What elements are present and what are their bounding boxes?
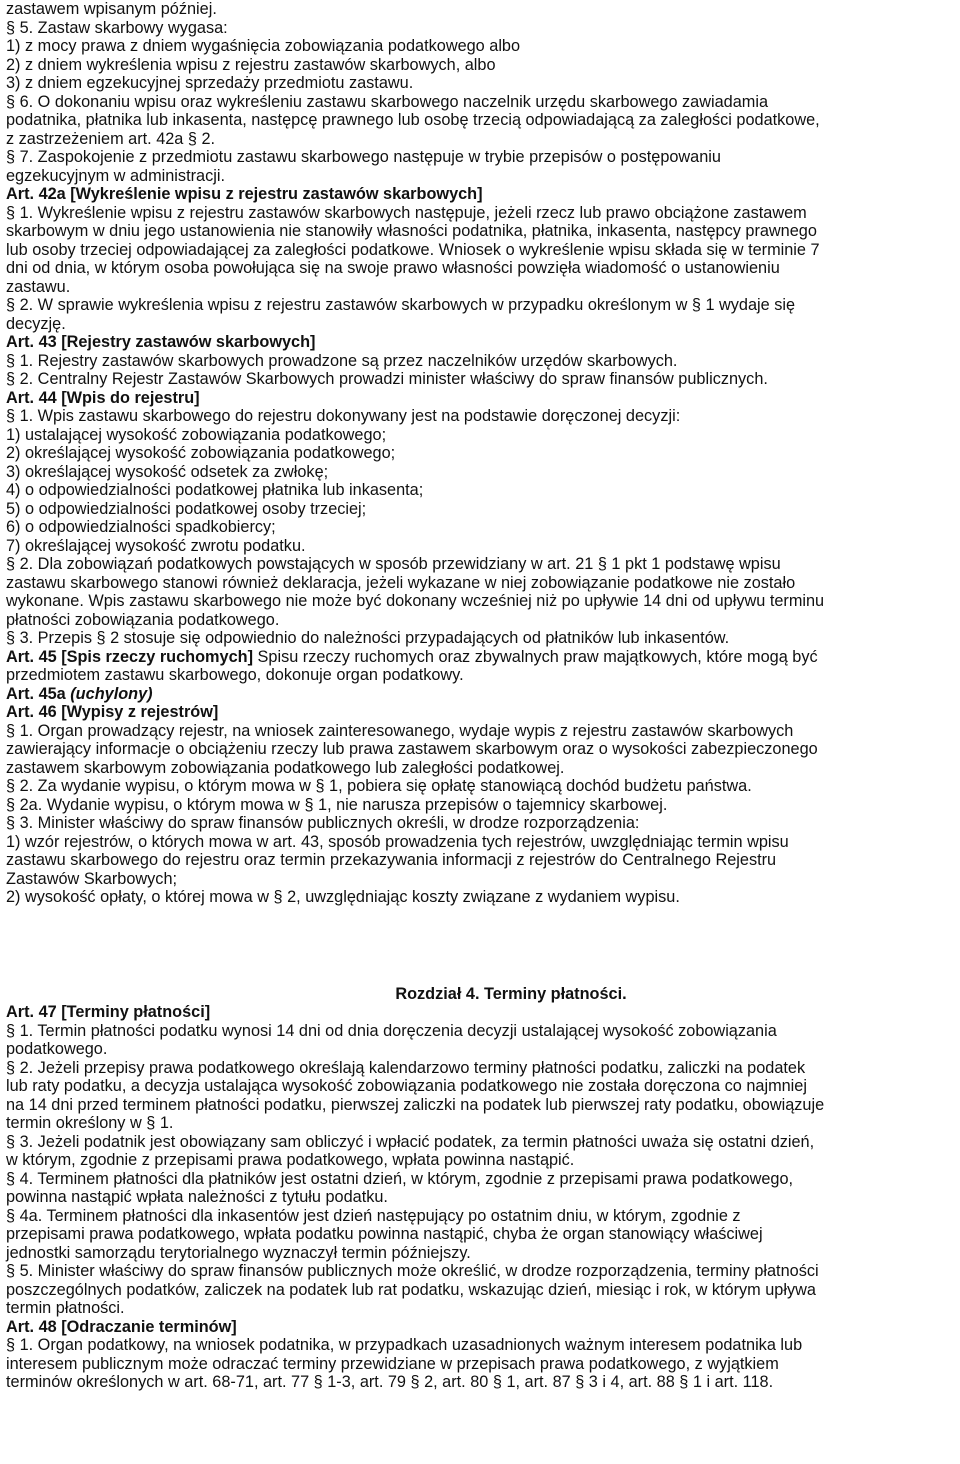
art45a-repealed-note: (uchylony)	[70, 684, 153, 703]
art43-body	[6, 352, 956, 389]
art42a-heading: Art. 42a [Wykreślenie wpisu z rejestru zastawów skarbowych]	[6, 185, 483, 203]
text-line: § 3. Jeżeli podatnik jest obowiązany sam obliczyć i wpłacić podatek, za termin płatności uważa się ostatni dzień,	[6, 1132, 815, 1151]
text-line: Zastawów Skarbowych;	[6, 869, 178, 888]
text-line: § 2. Centralny Rejestr Zastawów Skarbowych prowadzi minister właściwy do spraw finansów publicznych.	[6, 370, 768, 388]
text-line: 4) o odpowiedzialności podatkowej płatnika lub inkasenta;	[6, 481, 424, 499]
text-line: przepisami prawa podatkowego, wpłata podatku powinna nastąpić, chyba że organ stanowiący właściwej	[6, 1225, 763, 1243]
text-line: § 4a. Terminem płatności dla inkasentów jest dzień następujący po ostatnim dniu, w którym, zgodnie z	[6, 1206, 741, 1225]
text-line: terminów określonych w art. 68-71, art. 77 § 1-3, art. 79 § 2, art. 80 § 1, art. 87 § 3 i 4, art. 88 § 1 i art. 118.	[6, 1373, 774, 1391]
text-line: § 3. Minister właściwy do spraw finansów publicznych określi, w drodze rozporządzenia:	[6, 814, 640, 832]
text-line: § 2. Dla zobowiązań podatkowych powstających w sposób przewidziany w art. 21 § 1 pkt 1 podstawę wpisu	[6, 555, 781, 573]
art45-text-1: Spisu rzeczy ruchomych oraz zbywalnych praw majątkowych, które mogą być	[253, 647, 818, 666]
text-line: 2) wysokość opłaty, o której mowa w § 2, uwzględniając koszty związane z wydaniem wypisu.	[6, 888, 680, 906]
document-page	[6, 0, 956, 1392]
art48-body	[6, 1336, 956, 1392]
chapter-title: Rozdział 4. Terminy płatności.	[395, 984, 627, 1003]
text-line: § 1. Organ prowadzący rejestr, na wniosek zainteresowanego, wydaje wypis z rejestru zastawów skarbowych	[6, 721, 794, 740]
art45-paragraph	[6, 648, 956, 667]
art45-text-2: przedmiotem zastawu skarbowego, dokonuje organ podatkowy.	[6, 666, 464, 684]
text-line: wykonane. Wpis zastawu skarbowego nie może być dokonany wcześniej niż po upływie 14 dni od upływu terminu	[6, 592, 825, 610]
art44-heading: Art. 44 [Wpis do rejestru]	[6, 388, 200, 407]
art42-continuation	[6, 0, 956, 185]
art44-body	[6, 407, 956, 648]
text-line: 2) określającej wysokość zobowiązania podatkowego;	[6, 444, 396, 462]
text-line: termin płatności.	[6, 1299, 125, 1317]
art45a-heading: Art. 45a	[6, 684, 66, 703]
text-line: 5) o odpowiedzialności podatkowej osoby trzeciej;	[6, 499, 367, 518]
text-line: 3) z dniem egzekucyjnej sprzedaży przedmiotu zastawu.	[6, 74, 414, 92]
text-line: egzekucyjnym w administracji.	[6, 166, 225, 185]
text-line: 1) ustalającej wysokość zobowiązania podatkowego;	[6, 425, 387, 444]
art43-heading: Art. 43 [Rejestry zastawów skarbowych]	[6, 333, 316, 351]
text-line: § 1. Wpis zastawu skarbowego do rejestru dokonywany jest na podstawie doręczonej decyzji:	[6, 407, 681, 425]
text-line: termin określony w § 1.	[6, 1114, 174, 1132]
text-line: skarbowym w dniu jego ustanowienia nie stanowiły własności podatnika, płatnika, inkasenta, następcy prawnego	[6, 222, 817, 240]
text-line: zastawu skarbowego do rejestru oraz termin przekazywania informacji z rejestrów do Centralnego Rejestru	[6, 851, 777, 869]
text-line: § 1. Wykreślenie wpisu z rejestru zastawów skarbowych następuje, jeżeli rzecz lub prawo obciążone zastawem	[6, 203, 807, 222]
art47-body	[6, 1022, 956, 1318]
text-line: zastawem wpisanym później.	[6, 0, 217, 18]
text-line: § 1. Organ podatkowy, na wniosek podatnika, w przypadkach uzasadnionych ważnym interesem podatnika lub	[6, 1336, 803, 1354]
text-line: interesem publicznym może odraczać terminy przewidziane w przepisach prawa podatkowego, z wyjątkiem	[6, 1354, 779, 1373]
text-line: 1) z mocy prawa z dniem wygaśnięcia zobowiązania podatkowego albo	[6, 37, 521, 55]
text-line: § 5. Minister właściwy do spraw finansów publicznych może określić, w drodze rozporządzenia, terminy płatności	[6, 1262, 819, 1280]
art42a-body	[6, 204, 956, 334]
text-line: 1) wzór rejestrów, o których mowa w art. 43, sposób prowadzenia tych rejestrów, uwzględniając termin wpisu	[6, 832, 789, 851]
text-line: zastawem skarbowym zobowiązania podatkowego lub zaległości podatkowej.	[6, 758, 565, 777]
text-line: podatkowego.	[6, 1040, 108, 1058]
text-line: zastawu.	[6, 277, 71, 296]
art46-heading: Art. 46 [Wypisy z rejestrów]	[6, 703, 219, 721]
text-line: § 2. Za wydanie wypisu, o którym mowa w § 1, pobiera się opłatę stanowiącą dochód budżetu państwa.	[6, 777, 752, 795]
text-line: 2) z dniem wykreślenia wpisu z rejestru zastawów skarbowych, albo	[6, 55, 496, 74]
text-line: § 1. Termin płatności podatku wynosi 14 dni od dnia doręczenia decyzji ustalającej wysokość zobowiązania	[6, 1021, 777, 1040]
text-line: poszczególnych podatków, zaliczek na podatek lub rat podatku, wskazując dzień, miesiąc i rok, w którym upływa	[6, 1280, 816, 1299]
text-line: § 2a. Wydanie wypisu, o którym mowa w § 1, nie narusza przepisów o tajemnicy skarbowej.	[6, 795, 668, 814]
text-line: 7) określającej wysokość zwrotu podatku.	[6, 536, 306, 555]
art47-heading: Art. 47 [Terminy płatności]	[6, 1003, 211, 1021]
text-line: lub raty podatku, a decyzja ustalająca wysokość zobowiązania podatkowego nie została doręczona co najmniej	[6, 1077, 807, 1095]
text-line: zastawu skarbowego stanowi również deklaracja, jeżeli wykazane w niej zobowiązanie podatkowe nie zostało	[6, 573, 796, 592]
text-line: § 5. Zastaw skarbowy wygasa:	[6, 18, 228, 37]
text-line: powinna nastąpić wpłata należności z tytułu podatku.	[6, 1188, 388, 1206]
text-line: 6) o odpowiedzialności spadkobiercy;	[6, 518, 276, 536]
text-line: decyzję.	[6, 314, 66, 333]
text-line: podatnika, płatnika lub inkasenta, następcę prawnego lub osobę trzecią odpowiadającą za zaległości podatkowe,	[6, 111, 820, 129]
text-line: § 2. Jeżeli przepisy prawa podatkowego określają kalendarzowo terminy płatności podatku, zaliczki na podatek	[6, 1058, 806, 1077]
text-line: § 3. Przepis § 2 stosuje się odpowiednio do należności przypadających od płatników lub inkasentów.	[6, 629, 730, 647]
text-line: lub osoby trzeciej odpowiadającej za zaległości podatkowe. Wniosek o wykreślenie wpisu składa się w terminie 7	[6, 240, 820, 259]
art46-body	[6, 722, 956, 907]
art45-heading: Art. 45 [Spis rzeczy ruchomych]	[6, 647, 254, 666]
text-line: 3) określającej wysokość odsetek za zwłokę;	[6, 462, 329, 481]
text-line: płatności zobowiązania podatkowego.	[6, 610, 280, 629]
text-line: § 7. Zaspokojenie z przedmiotu zastawu skarbowego następuje w trybie przepisów o postępowaniu	[6, 148, 721, 166]
art45a-paragraph	[6, 685, 956, 704]
text-line: § 6. O dokonaniu wpisu oraz wykreśleniu zastawu skarbowego naczelnik urzędu skarbowego zawiadamia	[6, 92, 769, 111]
text-line: zawierający informacje o obciążeniu rzeczy lub prawa zastawem skarbowym oraz o wysokości zabezpieczonego	[6, 740, 818, 758]
text-line: z zastrzeżeniem art. 42a § 2.	[6, 129, 216, 148]
text-line: § 2. W sprawie wykreślenia wpisu z rejestru zastawów skarbowych w przypadku określonym w § 1 wydaje się	[6, 296, 796, 314]
text-line: § 4. Terminem płatności dla płatników jest ostatni dzień, w którym, zgodnie z przepisami prawa podatkowego,	[6, 1169, 794, 1188]
text-line: § 1. Rejestry zastawów skarbowych prowadzone są przez naczelników urzędów skarbowych.	[6, 351, 678, 370]
text-line: na 14 dni przed terminem płatności podatku, pierwszej zaliczki na podatek lub pierwszej raty podatku, obowiązuje	[6, 1095, 825, 1114]
art48-heading: Art. 48 [Odraczanie terminów]	[6, 1317, 237, 1336]
text-line: w którym, zgodnie z przepisami prawa podatkowego, wpłata powinna nastąpić.	[6, 1151, 575, 1169]
text-line: jednostki samorządu terytorialnego wyznaczył termin późniejszy.	[6, 1243, 471, 1262]
text-line: dni od dnia, w którym osoba powołująca się na swoje prawo własności powzięła wiadomość o ustanowieniu	[6, 259, 780, 277]
